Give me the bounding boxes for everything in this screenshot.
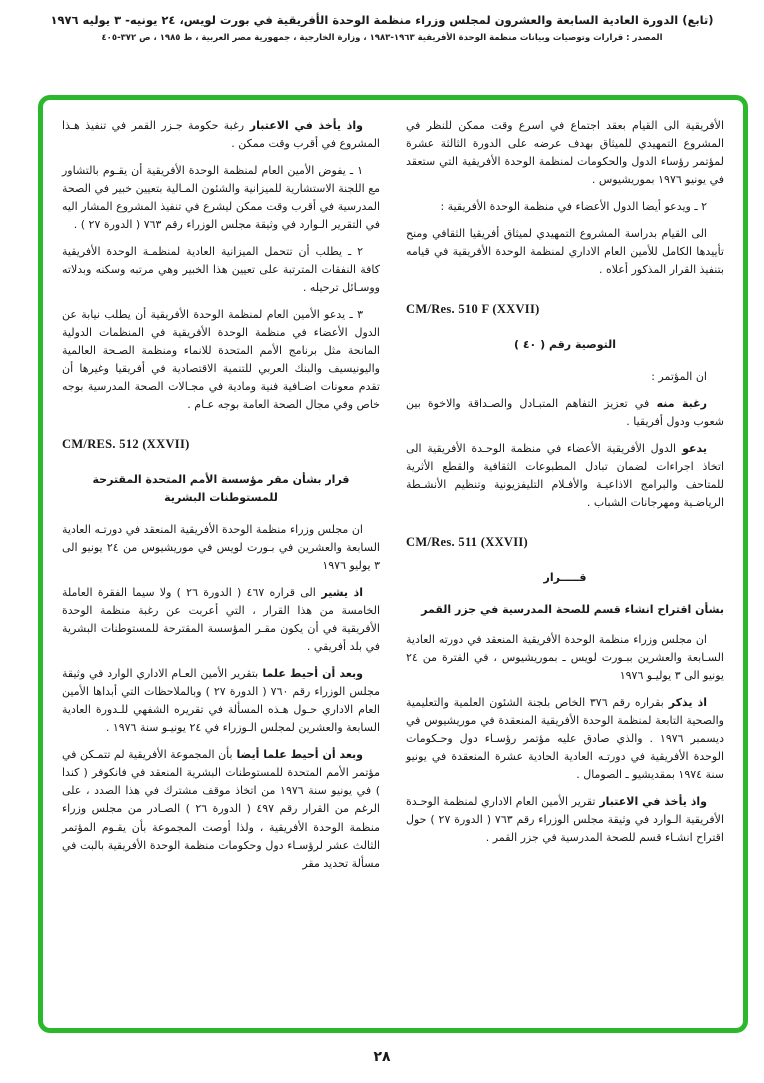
paragraph: الأفريقية الى القيام بعقد اجتماع في اسرع وقت ممكن للنظر في المشروع التمهيدي للميثاق بهدف عرضه على الدورة الثالثة عشرة لمؤتمر رؤساء الدول والحكومات لمنظمة الوحدة الأفريقية التي ستعقد في يونيو ١٩٧٦ بموريشيوس . — [406, 119, 724, 187]
page-number: ٢٨ — [373, 1049, 391, 1065]
resolution-ref: CM/Res. 510 F (XXVII) — [406, 302, 540, 317]
paragraph: ان مجلس وزراء منظمة الوحدة الأفريقية المنعقد في دورته العادية السـابعة والعشرين ببـورت لويس ـ بموريشيوس ، في الفترة من ٢٤ يونيو الى ٣ يوليـو ١٩٧٦ — [406, 632, 724, 682]
paragraph: وبعد أن أحيط علما أيضا بأن المجموعة الأفريقية لم تتمـكن في مؤتمر الأمم المتحدة للمستوطنات البشرية المنعقد في فانكوفر ( كندا ) في يونيو سنة ١٩٧٦ من اتخاذ موقف مشترك في هذا الصدد ، على الرغم من القرار رقم ٤٩٧ ( الدورة ٢٦ ) الصـادر من مجلس وزراء منظمة الوحدة الأفريقية ، ولذا أوصت المجموعة بأن يقـوم المؤتمر الثالث عشر لرؤسـاء دول وحكومات منظمة الوحدة الأفريقية بالبت في مسألة تحديد مقر — [62, 748, 380, 870]
resolution-subtitle: بشأن اقتراح انشاء قسم للصحة المدرسية في جزر القمر — [421, 602, 724, 616]
paragraph: وبعد أن أحيط علما بتقرير الأمين العـام الاداري الوارد في وثيقة مجلس الوزراء رقم ٧٦٠ ( الدورة ٢٧ ) وبالملاحظات التي أبداها الأمين العام الاداري حـول هـذه المسألة في تقريره الشفهي للـدورة العادية السابعة والعشرين لمجلس الـوزراء في ٢٤ يونيـو سنة ١٩٧٦ . — [62, 667, 380, 735]
paragraph: واذ يأخذ في الاعتبار تقرير الأمين العام الاداري لمنظمة الوحـدة الأفريقية الـوارد في وثيقة مجلس الوزراء رقم ٧٦٣ ( الدورة ٢٧ ) حول اقتراح انشـاء قسم للصحة المدرسية في جزر القمر . — [406, 794, 724, 844]
paragraph: ان مجلس وزراء منظمة الوحدة الأفريقية المنعقد في دورتـه العادية السابعة والعشرين في بـورت لويس في موريشيوس من ٢٤ يونيو الى ٣ يوليو ١٩٧٦ — [62, 523, 380, 573]
numbered-clause: ٢ ـ يطلب أن تتحمل الميزانية العادية لمنظمـة الوحدة الأفريقية كافة النفقات المترتبة على تعيين هذا الخبير وهي مرتبه وسكنه وبدلاته ووسـائل ترحيله . — [62, 245, 380, 295]
header-source-note: المصدر : قرارات وتوصيات وبيانات منظمة الوحدة الأفريقية ١٩٦٣-١٩٨٣ ، وزارة الخارجية ، جمهورية مصر العربية ، ط ١٩٨٥ ، ص ٣٧٢-٤٠٥ — [101, 33, 663, 43]
column-left — [62, 117, 380, 1011]
paragraph: يدعو الدول الأفريقية الأعضاء في منظمة الوحـدة الأفريقية الى اتخاذ اجراءات لضمان تبادل المطبوعات الثقافية والقطع الأثرية للمتاحف والبرامج الاذاعيـة والأفـلام التليفزيونية وتنظيم الأنشـطة الرياضـية ومهرجانات الشباب . — [406, 441, 724, 509]
header-session-title: (تابع) الدورة العادية السابعة والعشرون لمجلس وزراء منظمة الوحدة الأفريقية في بورت لويس، ٢٤ يونيه- ٣ يوليه ١٩٧٦ — [50, 13, 714, 27]
paragraph: واذ يأخذ في الاعتبار رغبة حكومة جـزر القمر في تنفيذ هـذا المشروع في أقرب وقت ممكن . — [62, 119, 380, 151]
paragraph: اذ يذكر بقراره رقم ٣٧٦ الخاص بلجنة الشئون العلمية والتعليمية والصحية التابعة لمنظمة الوحدة الأفريقية المنعقدة في موريشيوس في ديسمبر ١٩٧٦ . والذي صادق عليه مؤتمر رؤسـاء دول وحـكومات الوحدة الأفريقية في دورتـه العادية الحادية عشرة المنعقدة في يونيو سنة ١٩٧٤ بمقديشيو ـ الصومال . — [406, 695, 724, 781]
numbered-clause: ١ ـ يفوض الأمين العام لمنظمة الوحدة الأفريقية أن يقـوم بالتشاور مع اللجنة الاستشارية للميزانية والشئون المـالية بتعيين خبير في الصحة المدرسية في أقرب وقت ممكن ليشرع في تنفيذ المشروع المشار اليه في التقرير الـوارد في وثيقة مجلس الوزراء رقم ٧٦٣ ( الدورة ٢٧ ) . — [62, 164, 380, 232]
paragraph: ان المؤتمر : — [651, 369, 707, 383]
resolution-ref: CM/RES. 512 (XXVII) — [62, 437, 190, 452]
numbered-clause: ٢ ـ ويدعو أيضا الدول الأعضاء في منظمة الوحدة الأفريقية : — [440, 200, 707, 214]
paragraph: الى القيام بدراسة المشروع التمهيدي لميثاق أفريقيا الثقافي ومنح تأييدها الكامل للأمين العام الاداري لمنظمة الوحدة الأفريقية في قيامه بتنفيذ القرار المذكور أعلاه . — [406, 227, 724, 277]
page-header — [0, 0, 764, 43]
resolution-ref: CM/Res. 511 (XXVII) — [406, 535, 529, 549]
resolution-title: قـــــرار — [543, 570, 587, 584]
paragraph: اذ يشير الى قراره ٤٦٧ ( الدورة ٢٦ ) ولا سيما الفقرة العاملة الخامسة من هذا القرار ، التي أعربت عن رغبة منظمة الوحدة الأفريقية في أن يكون مقـر المؤسسة المقترحة للمستوطنات البشرية في بلد أفريقي . — [62, 586, 380, 654]
recommendation-title: التوصية رقم ( ٤٠ ) — [513, 337, 617, 351]
content-border-box — [38, 95, 748, 1033]
numbered-clause: ٣ ـ يدعو الأمين العام لمنظمة الوحدة الأفريقية أن يطلب نيابة عن الدول الأعضاء في منظمة الوحدة الأفريقية في المنظمات الدولية المانحة مثل برنامج الأمم المتحدة للانماء ومنظمة الصـحة العالمية واليونيسيف والبنك العربي للتنمية الاقتصادية في أفريقيا وغيرها أن تقدم معونات اضـافية فنية ومادية في مجـالات الصحة المدرسية بوجه خاص وفي مجال الصحة العامة بوجه عـام . — [62, 308, 380, 412]
paragraph: رغبة منه في تعزيز التفاهم المتبـادل والصـداقة والاخوة بين شعوب ودول أفريقيا . — [406, 396, 724, 428]
column-right — [406, 117, 724, 1011]
resolution-title: قرار بشأن مقر مؤسسة الأمم المتحدة المقترحة للمستوطنات البشرية — [92, 472, 350, 504]
